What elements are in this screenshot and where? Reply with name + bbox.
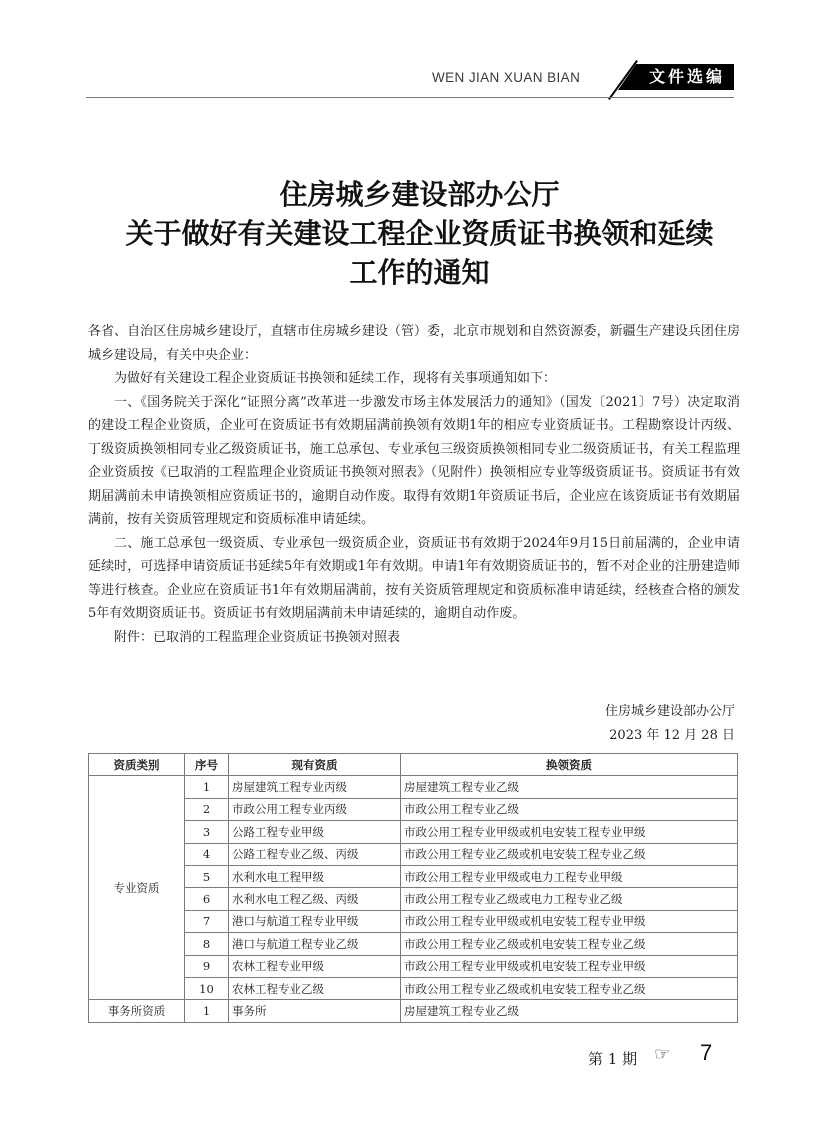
section-badge-text: 文件选编 <box>648 67 725 86</box>
row-number: 10 <box>185 977 229 999</box>
row-number: 1 <box>185 1000 229 1022</box>
intro-paragraph: 为做好有关建设工程企业资质证书换领和延续工作，现将有关事项通知如下： <box>114 371 557 386</box>
row-number: 1 <box>185 776 229 798</box>
table-row <box>89 776 738 798</box>
row-number: 5 <box>185 865 229 887</box>
row-number: 3 <box>185 821 229 843</box>
header-rule <box>86 97 734 98</box>
header-label: WEN JIAN XUAN BIAN <box>432 70 581 85</box>
table-row <box>89 843 738 865</box>
new-qualification: 市政公用工程专业乙级或机电安装工程专业乙级 <box>401 843 738 865</box>
table-row <box>89 933 738 955</box>
page-number: 7 <box>700 1040 713 1065</box>
document-title <box>60 175 779 292</box>
item-1-paragraph: 一、《国务院关于深化“证照分离”改革进一步激发市场主体发展活力的通知》（国发〔2021〕7号）决定取消的建设工程企业资质，企业可在资质证书有效期届满前换领有效期1年的相应专业资质证书。工程勘察设计丙级、丁级资质换领相同专业乙级资质证书，施工总承包、专业承包三级资质换领相同专业二级资质证书，有关工程监理企业资质按《已取消的工程监理企业资质证书换领对照表》（见附件）换领相应专业等级资质证书。资质证书有效期届满前未申请换领相应资质证书的，逾期自动作废。取得有效期1年资质证书后，企业应在该资质证书有效期届满前，按有关资质管理规定和资质标准申请延续。 <box>88 394 740 527</box>
new-qualification: 房屋建筑工程专业乙级 <box>401 776 738 798</box>
column-header: 序号 <box>185 754 229 776</box>
attachment-line: 附件：已取消的工程监理企业资质证书换领对照表 <box>114 629 401 645</box>
table-row <box>89 865 738 887</box>
table-row <box>89 821 738 843</box>
row-number: 2 <box>185 798 229 820</box>
row-number: 6 <box>185 888 229 910</box>
table-row <box>89 798 738 820</box>
category-cell: 专业资质 <box>89 776 185 1000</box>
row-number: 4 <box>185 843 229 865</box>
table-row <box>89 910 738 932</box>
column-header: 现有资质 <box>229 754 401 776</box>
current-qualification: 水利水电工程甲级 <box>229 865 401 887</box>
table-row <box>89 955 738 977</box>
table-row <box>89 1000 738 1022</box>
title-line-3: 工作的通知 <box>349 256 490 289</box>
column-header: 资质类别 <box>89 754 185 776</box>
row-number: 7 <box>185 910 229 932</box>
current-qualification: 公路工程专业乙级、丙级 <box>229 843 401 865</box>
current-qualification: 房屋建筑工程专业丙级 <box>229 776 401 798</box>
current-qualification: 事务所 <box>229 1000 401 1022</box>
row-number: 9 <box>185 955 229 977</box>
current-qualification: 市政公用工程专业丙级 <box>229 798 401 820</box>
current-qualification: 农林工程专业乙级 <box>229 977 401 999</box>
column-header: 换领资质 <box>401 754 738 776</box>
pointing-hand-icon: ☞ <box>654 1044 671 1065</box>
recipients: 各省、自治区住房城乡建设厅，直辖市住房城乡建设（管）委，北京市规划和自然资源委，新疆生产建设兵团住房城乡建设局，有关中央企业： <box>88 324 740 363</box>
certificate-table <box>88 753 738 1023</box>
category-cell: 事务所资质 <box>89 1000 185 1022</box>
new-qualification: 市政公用工程专业甲级或电力工程专业甲级 <box>401 865 738 887</box>
new-qualification: 市政公用工程专业甲级或机电安装工程专业甲级 <box>401 910 738 932</box>
item-2-paragraph: 二、施工总承包一级资质、专业承包一级资质企业，资质证书有效期于2024年9月15日前届满的，企业申请延续时，可选择申请资质证书延续5年有效期或1年有效期。申请1年有效期资质证书的，暂不对企业的注册建造师等进行核查。企业应在资质证书1年有效期届满前，按有关资质管理规定和资质标准申请延续，经核查合格的颁发5年有效期资质证书。资质证书有效期届满前未申请延续的，逾期自动作废。 <box>88 535 740 621</box>
new-qualification: 市政公用工程专业甲级或机电安装工程专业甲级 <box>401 955 738 977</box>
current-qualification: 水利水电工程乙级、丙级 <box>229 888 401 910</box>
title-line-1: 住房城乡建设部办公厅 <box>279 178 560 211</box>
document-body <box>88 320 740 649</box>
signature-org: 住房城乡建设部办公厅 <box>604 704 735 719</box>
current-qualification: 农林工程专业甲级 <box>229 955 401 977</box>
row-number: 8 <box>185 933 229 955</box>
signature-block <box>605 700 735 747</box>
new-qualification: 市政公用工程专业乙级或电力工程专业乙级 <box>401 888 738 910</box>
current-qualification: 港口与航道工程专业乙级 <box>229 933 401 955</box>
new-qualification: 市政公用工程专业乙级或机电安装工程专业乙级 <box>401 933 738 955</box>
new-qualification: 市政公用工程专业甲级或机电安装工程专业甲级 <box>401 821 738 843</box>
signature-date: 2023 年 12 月 28 日 <box>609 727 735 743</box>
current-qualification: 港口与航道工程专业甲级 <box>229 910 401 932</box>
table-row <box>89 888 738 910</box>
issue-label: 第 1 期 <box>588 1050 638 1068</box>
title-line-2: 关于做好有关建设工程企业资质证书换领和延续 <box>125 217 714 250</box>
new-qualification: 市政公用工程专业乙级或机电安装工程专业乙级 <box>401 977 738 999</box>
table-header-row <box>89 754 738 776</box>
new-qualification: 房屋建筑工程专业乙级 <box>401 1000 738 1022</box>
current-qualification: 公路工程专业甲级 <box>229 821 401 843</box>
table-row <box>89 977 738 999</box>
new-qualification: 市政公用工程专业乙级 <box>401 798 738 820</box>
